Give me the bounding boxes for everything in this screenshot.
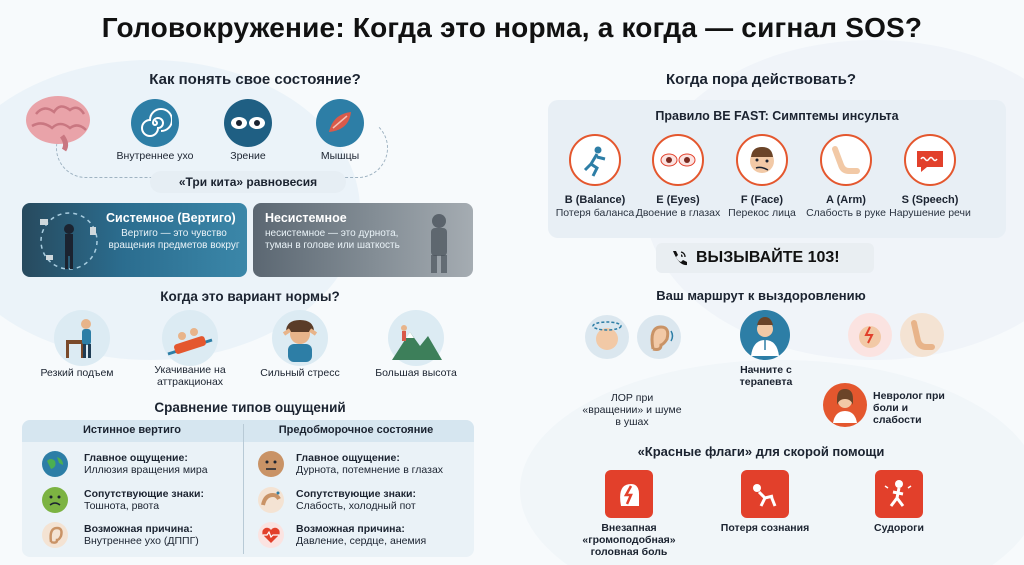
whale-label: Мышцы bbox=[320, 150, 360, 162]
standing-up-icon bbox=[54, 310, 110, 366]
row-value: Дурнота, потемнение в глазах bbox=[296, 464, 444, 476]
whale-label: Зрение bbox=[230, 150, 266, 162]
systemic-text: Вертиго — это чувство вращения предметов вокруг bbox=[108, 228, 240, 251]
column-header: Истинное вертиго bbox=[83, 424, 181, 436]
norm-label: Укачивание на аттракционах bbox=[154, 364, 226, 388]
row-heading: Возможная причина: bbox=[84, 523, 193, 535]
neurologist-icon bbox=[823, 383, 867, 427]
route-therapist-label: Начните с терапевта bbox=[739, 364, 793, 388]
systemic-card bbox=[22, 203, 247, 277]
brain-icon bbox=[22, 92, 98, 152]
norm-label: Большая высота bbox=[375, 367, 457, 379]
whales-pill: «Три кита» равновесия bbox=[150, 171, 346, 193]
stress-icon bbox=[272, 310, 328, 366]
whale-label: Внутреннее ухо bbox=[116, 150, 194, 162]
row-value: Тошнота, рвота bbox=[84, 500, 160, 512]
row-heading: Сопутствующие знаки: bbox=[84, 488, 204, 500]
vertigo-person-icon bbox=[32, 209, 106, 273]
foggy-person-icon bbox=[413, 207, 465, 275]
seizure-icon bbox=[875, 470, 923, 518]
heart-icon bbox=[258, 522, 284, 548]
befast-letter: E (Eyes) bbox=[656, 194, 700, 206]
nonsystemic-card bbox=[253, 203, 473, 277]
nausea-face-icon bbox=[42, 487, 68, 513]
flag-label: Внезапная «громоподобная» головная боль bbox=[582, 522, 676, 558]
act-heading: Когда пора действовать? bbox=[666, 71, 856, 88]
state-heading: Как понять свое состояние? bbox=[149, 71, 361, 88]
nonsystemic-title: Несистемное bbox=[265, 211, 347, 225]
befast-desc: Двоение в глазах bbox=[635, 207, 721, 219]
ear-icon bbox=[42, 522, 68, 548]
befast-letter: B (Balance) bbox=[564, 194, 626, 206]
faint-face-icon bbox=[258, 451, 284, 477]
route-lor-label: ЛОР при «вращении» и шуме в ушах bbox=[582, 392, 682, 428]
row-value: Внутреннее ухо (ДППГ) bbox=[84, 535, 199, 547]
befast-letter: A (Arm) bbox=[826, 194, 866, 206]
befast-title: Правило BE FAST: Симптемы инсульта bbox=[655, 109, 899, 123]
befast-desc: Нарушение речи bbox=[889, 207, 971, 219]
flag-label: Потеря сознания bbox=[720, 522, 810, 534]
befast-letter: S (Speech) bbox=[901, 194, 959, 206]
column-divider bbox=[243, 424, 244, 554]
norm-heading: Когда это вариант нормы? bbox=[160, 289, 340, 304]
ear-sound-icon bbox=[637, 315, 681, 359]
phone-icon bbox=[670, 249, 688, 267]
compare-heading: Сравнение типов ощущений bbox=[154, 400, 346, 415]
row-heading: Возможная причина: bbox=[296, 523, 405, 535]
route-neuro-label: Невролог при боли и слабости bbox=[873, 390, 945, 426]
befast-desc: Перекос лица bbox=[728, 207, 796, 219]
eyes-icon bbox=[224, 99, 272, 147]
mountain-icon bbox=[388, 310, 444, 366]
flags-heading: «Красные флаги» для скорой помощи bbox=[637, 444, 885, 459]
numb-hand-icon bbox=[900, 313, 944, 357]
befast-letter: F (Face) bbox=[740, 194, 784, 206]
muscle-icon bbox=[316, 99, 364, 147]
fainting-icon bbox=[741, 470, 789, 518]
balance-icon bbox=[569, 134, 621, 186]
globe-icon bbox=[42, 451, 68, 477]
befast-desc: Потеря баланса bbox=[555, 207, 635, 219]
roller-coaster-icon bbox=[162, 310, 218, 366]
nonsystemic-text: несистемное — это дурнота, туман в голове или шаткость bbox=[265, 228, 400, 251]
row-value: Слабость, холодный пот bbox=[296, 500, 416, 512]
norm-label: Сильный стресс bbox=[260, 367, 340, 379]
norm-label: Резкий подъем bbox=[40, 367, 114, 379]
spiral-ear-icon bbox=[131, 99, 179, 147]
flag-label: Судороги bbox=[874, 522, 924, 534]
row-value: Давление, сердце, анемия bbox=[296, 535, 427, 547]
speech-bubble-icon bbox=[904, 134, 956, 186]
doctor-icon bbox=[740, 310, 790, 360]
weak-arm-icon bbox=[258, 487, 284, 513]
thunder-headache-icon bbox=[605, 470, 653, 518]
row-value: Иллюзия вращения мира bbox=[84, 464, 208, 476]
row-heading: Главное ощущение: bbox=[84, 452, 188, 464]
call-103-banner: ВЫЗЫВАЙТЕ 103! bbox=[656, 243, 874, 273]
row-heading: Главное ощущение: bbox=[296, 452, 400, 464]
column-header: Предобморочное состояние bbox=[278, 424, 434, 436]
row-heading: Сопутствующие знаки: bbox=[296, 488, 416, 500]
systemic-title: Системное (Вертиго) bbox=[106, 211, 236, 225]
headache-icon bbox=[848, 313, 892, 357]
arm-weakness-icon bbox=[820, 134, 872, 186]
face-droop-icon bbox=[736, 134, 788, 186]
route-heading: Ваш маршрут к выздоровлению bbox=[656, 288, 866, 303]
befast-desc: Слабость в руке bbox=[806, 207, 886, 219]
dizzy-head-icon bbox=[585, 315, 629, 359]
double-vision-icon bbox=[652, 134, 704, 186]
page-title: Головокружение: Когда это норма, а когда — сигнал SOS? bbox=[101, 12, 923, 43]
